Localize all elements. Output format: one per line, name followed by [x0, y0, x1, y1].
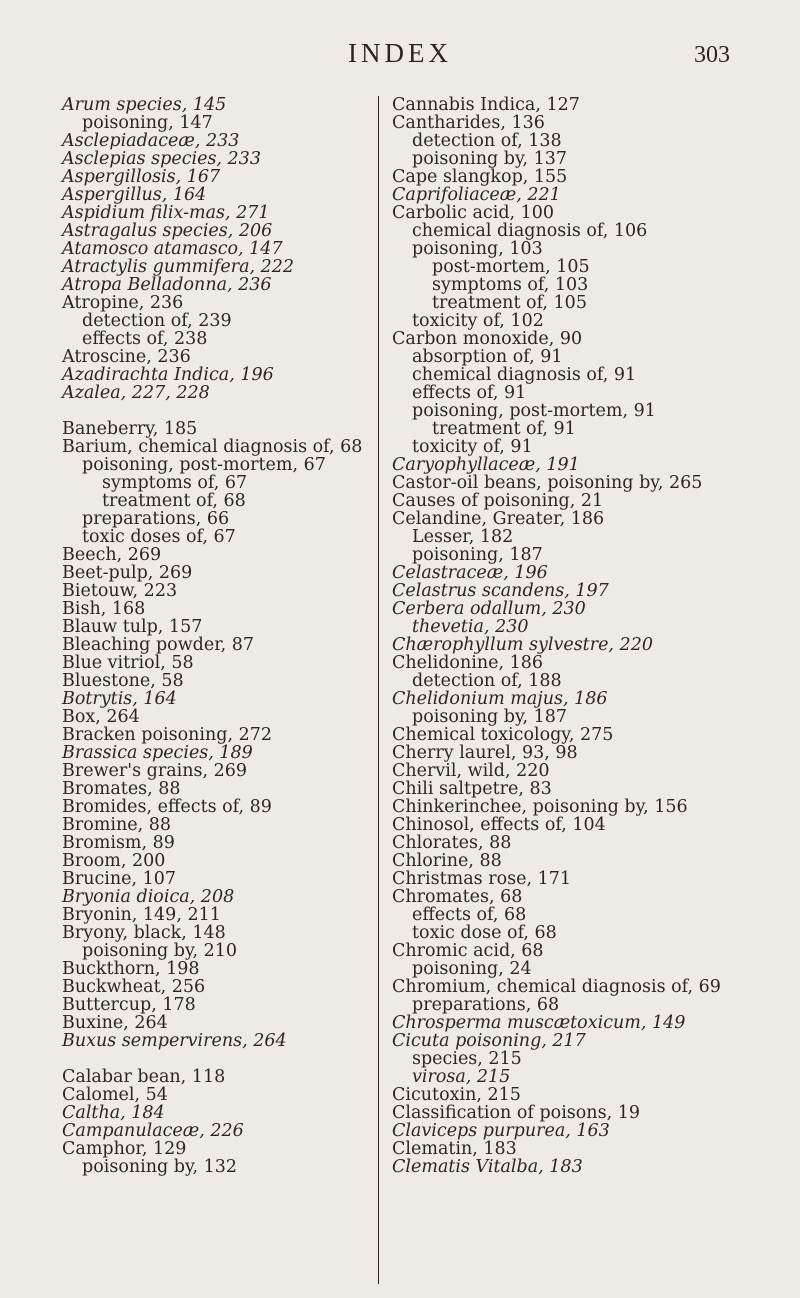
index-entry: Cape slangkop, 155: [392, 167, 568, 187]
index-column-right: [392, 96, 792, 1176]
index-entry: Atroscine, 236: [62, 347, 191, 367]
index-entry: post-mortem, 105: [432, 257, 590, 277]
index-entry: Castor-oil beans, poisoning by, 265: [392, 473, 703, 493]
index-entry: Blue vitriol, 58: [62, 653, 194, 673]
index-entry: Claviceps purpurea, 163: [392, 1121, 610, 1141]
index-entry: detection of, 138: [412, 131, 562, 151]
index-entry: Bracken poisoning, 272: [62, 725, 272, 745]
index-entry: Cerbera odallum, 230: [392, 599, 586, 619]
index-entry: symptoms of, 103: [432, 275, 589, 295]
index-entry: Bietouw, 223: [62, 581, 178, 601]
index-entry: Azadirachta Indica, 196: [62, 365, 274, 385]
index-entry: Asclepiadaceæ, 233: [62, 131, 240, 151]
index-entry: species, 215: [412, 1049, 522, 1069]
index-entry: Clematin, 183: [392, 1139, 517, 1159]
index-entry: Chrosperma muscætoxicum, 149: [392, 1013, 686, 1033]
index-entry: Bryonia dioica, 208: [62, 887, 235, 907]
index-entry: Calabar bean, 118: [62, 1067, 226, 1087]
index-entry: Bromism, 89: [62, 833, 175, 853]
index-entry: Caltha, 184: [62, 1103, 165, 1123]
index-entry: Aspergillus, 164: [62, 185, 207, 205]
column-divider: [378, 96, 379, 1284]
index-entry: Baneberry, 185: [62, 419, 198, 439]
index-entry: Christmas rose, 171: [392, 869, 571, 889]
index-entry: Celastrus scandens, 197: [392, 581, 609, 601]
index-entry: treatment of, 68: [102, 491, 246, 511]
index-entry: Bluestone, 58: [62, 671, 184, 691]
index-entry: poisoning by, 187: [412, 707, 568, 727]
index-entry: chemical diagnosis of, 91: [412, 365, 637, 385]
index-entry: Broom, 200: [62, 851, 166, 871]
index-entry: poisoning, 24: [412, 959, 532, 979]
index-entry: Camphor, 129: [62, 1139, 187, 1159]
index-entry: toxic doses of, 67: [82, 527, 236, 547]
index-entry: Chemical toxicology, 275: [392, 725, 614, 745]
index-entry: Caryophyllaceæ, 191: [392, 455, 580, 475]
index-entry: Astragalus species, 206: [62, 221, 273, 241]
index-entry: Buxus sempervirens, 264: [62, 1031, 287, 1051]
page-title: INDEX: [348, 38, 452, 68]
index-entry: Chlorine, 88: [392, 851, 502, 871]
index-entry: Bromides, effects of, 89: [62, 797, 272, 817]
index-entry: Clematis Vitalba, 183: [392, 1157, 583, 1177]
page-number: 303: [694, 42, 730, 68]
index-column-left: [62, 96, 402, 1176]
index-entry: Barium, chemical diagnosis of, 68: [62, 437, 363, 457]
index-entry: Box, 264: [62, 707, 140, 727]
index-entry: Bromates, 88: [62, 779, 181, 799]
index-entry: Bleaching powder, 87: [62, 635, 255, 655]
index-entry: toxicity of, 102: [412, 311, 544, 331]
index-entry: Chinosol, effects of, 104: [392, 815, 606, 835]
index-entry: Aspergillosis, 167: [62, 167, 221, 187]
index-entry: Celastraceæ, 196: [392, 563, 548, 583]
index-entry: Bryony, black, 148: [62, 923, 226, 943]
index-entry: Cherry laurel, 93, 98: [392, 743, 578, 763]
index-entry: Botrytis, 164: [62, 689, 177, 709]
index-entry: effects of, 68: [412, 905, 527, 925]
index-entry: Buttercup, 178: [62, 995, 196, 1015]
index-entry: Campanulaceæ, 226: [62, 1121, 244, 1141]
index-entry: Carbolic acid, 100: [392, 203, 555, 223]
index-entry: poisoning by, 137: [412, 149, 568, 169]
index-entry: Brassica species, 189: [62, 743, 253, 763]
index-entry: Blauw tulp, 157: [62, 617, 203, 637]
index-entry: Buxine, 264: [62, 1013, 168, 1033]
index-entry: toxic dose of, 68: [412, 923, 557, 943]
index-entry: thevetia, 230: [412, 617, 529, 637]
index-entry: Asclepias species, 233: [62, 149, 261, 169]
index-entry: Atamosco atamasco, 147: [62, 239, 283, 259]
index-entry: Chervil, wild, 220: [392, 761, 550, 781]
index-entry: Bromine, 88: [62, 815, 171, 835]
index-entry: Azalea, 227, 228: [62, 383, 210, 403]
index-entry: Chærophyllum sylvestre, 220: [392, 635, 653, 655]
index-entry: Brewer's grains, 269: [62, 761, 248, 781]
index-entry: Arum species, 145: [62, 95, 227, 115]
index-entry: Chromium, chemical diagnosis of, 69: [392, 977, 721, 997]
index-entry: Cicutoxin, 215: [392, 1085, 521, 1105]
index-entry: poisoning, 187: [412, 545, 543, 565]
index-entry: Atropa Belladonna, 236: [62, 275, 272, 295]
index-entry: Bryonin, 149, 211: [62, 905, 221, 925]
index-entry: poisoning, post-mortem, 67: [82, 455, 326, 475]
index-entry: Cantharides, 136: [392, 113, 545, 133]
index-entry: Chelidonium majus, 186: [392, 689, 608, 709]
index-entry: effects of, 238: [82, 329, 208, 349]
index-entry: poisoning by, 210: [82, 941, 238, 961]
index-entry: Chromates, 68: [392, 887, 523, 907]
index-entry: Beet-pulp, 269: [62, 563, 193, 583]
index-entry: Causes of poisoning, 21: [392, 491, 604, 511]
index-entry: detection of, 239: [82, 311, 232, 331]
index-entry: poisoning by, 132: [82, 1157, 238, 1177]
index-entry: Calomel, 54: [62, 1085, 168, 1105]
index-entry: Caprifoliaceæ, 221: [392, 185, 561, 205]
index-entry: preparations, 68: [412, 995, 560, 1015]
index-entry: Atropine, 236: [62, 293, 184, 313]
index-entry: absorption of, 91: [412, 347, 563, 367]
index-entry: treatment of, 105: [432, 293, 587, 313]
index-entry: detection of, 188: [412, 671, 562, 691]
index-entry: treatment of, 91: [432, 419, 576, 439]
index-entry: Buckthorn, 198: [62, 959, 200, 979]
index-entry: symptoms of, 67: [102, 473, 248, 493]
index-entry: poisoning, post-mortem, 91: [412, 401, 656, 421]
index-entry: Chromic acid, 68: [392, 941, 544, 961]
index-entry: Aspidium filix-mas, 271: [62, 203, 270, 223]
index-entry: toxicity of, 91: [412, 437, 533, 457]
index-entry: Chlorates, 88: [392, 833, 512, 853]
index-entry: Bish, 168: [62, 599, 146, 619]
index-entry: preparations, 66: [82, 509, 230, 529]
index-entry: Buckwheat, 256: [62, 977, 206, 997]
index-entry: poisoning, 147: [82, 113, 213, 133]
index-entry: chemical diagnosis of, 106: [412, 221, 648, 241]
page-header: [0, 38, 800, 78]
index-entry: Chinkerinchee, poisoning by, 156: [392, 797, 688, 817]
index-entry: Cicuta poisoning, 217: [392, 1031, 586, 1051]
index-entry: Carbon monoxide, 90: [392, 329, 583, 349]
index-entry: Cannabis Indica, 127: [392, 95, 580, 115]
index-entry: Lesser, 182: [412, 527, 514, 547]
index-entry: Chelidonine, 186: [392, 653, 543, 673]
index-entry: Beech, 269: [62, 545, 162, 565]
index-entry: virosa, 215: [412, 1067, 511, 1087]
index-entry: Chili saltpetre, 83: [392, 779, 552, 799]
index-entry: Classification of poisons, 19: [392, 1103, 640, 1123]
index-entry: effects of, 91: [412, 383, 527, 403]
index-entry: Brucine, 107: [62, 869, 177, 889]
index-entry: poisoning, 103: [412, 239, 543, 259]
index-entry: Celandine, Greater, 186: [392, 509, 605, 529]
index-entry: Atractylis gummifera, 222: [62, 257, 295, 277]
